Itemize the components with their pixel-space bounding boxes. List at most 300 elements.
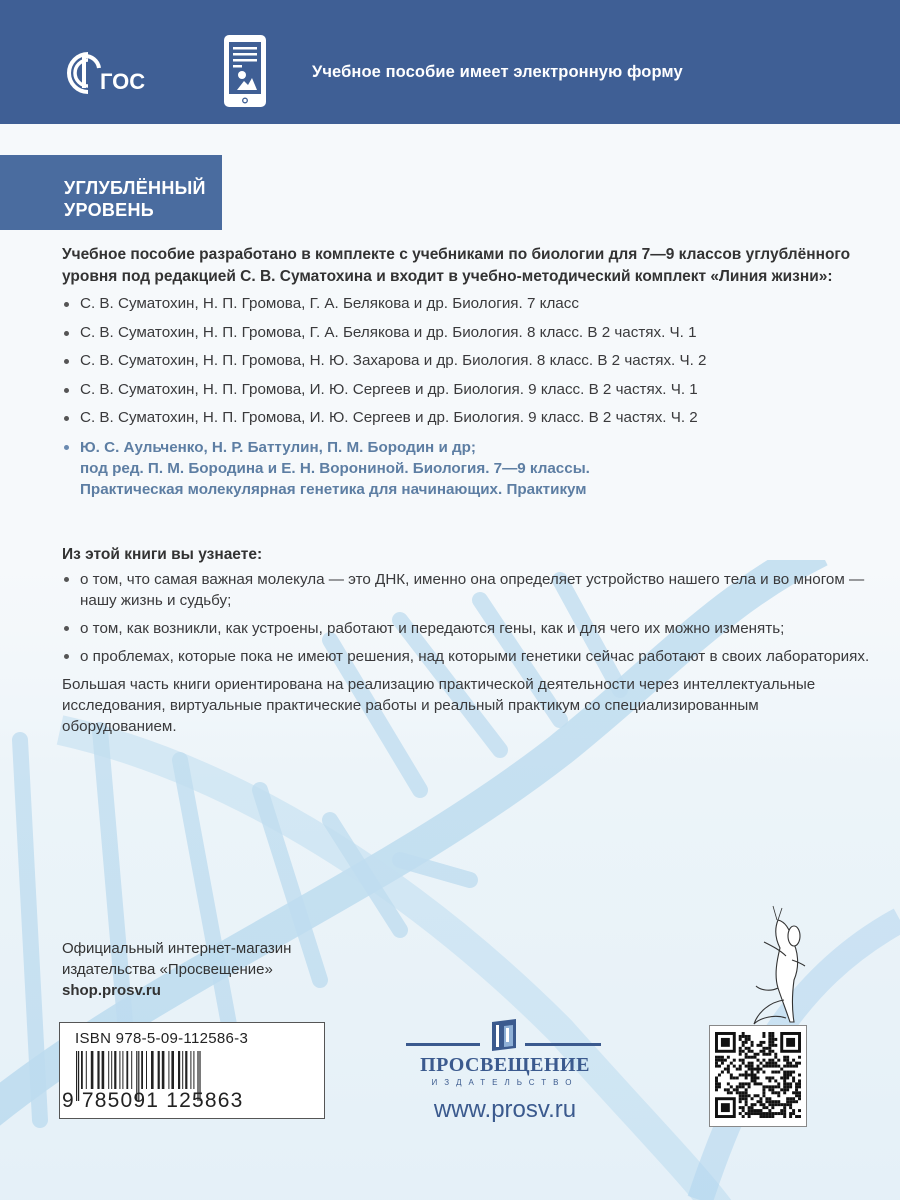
list-item: о проблемах, которые пока не имеют решения, над которыми генетики сейчас работают в своих лабораториях.	[62, 646, 882, 667]
qr-module	[751, 1062, 754, 1065]
qr-module	[739, 1053, 742, 1056]
qr-module	[777, 1059, 780, 1062]
qr-module	[783, 1112, 786, 1115]
qr-module	[765, 1085, 768, 1088]
qr-module	[783, 1079, 786, 1082]
qr-module	[771, 1032, 774, 1035]
qr-module	[768, 1059, 771, 1062]
qr-module	[795, 1085, 798, 1088]
qr-module	[754, 1112, 757, 1115]
qr-module	[780, 1088, 783, 1091]
barcode-bar	[171, 1051, 174, 1089]
barcode-bar	[102, 1051, 105, 1089]
qr-module	[762, 1071, 765, 1074]
barcode-bar	[168, 1051, 169, 1089]
qr-module	[742, 1041, 745, 1044]
qr-module	[768, 1035, 771, 1038]
qr-module	[721, 1062, 724, 1065]
qr-module	[786, 1062, 789, 1065]
barcode-bar	[158, 1051, 160, 1089]
qr-module	[748, 1106, 751, 1109]
qr-module	[736, 1068, 739, 1071]
list-item: С. В. Суматохин, Н. П. Громова, Г. А. Белякова и др. Биология. 8 класс. В 2 частях. Ч. 1	[62, 323, 882, 343]
qr-module	[774, 1100, 777, 1103]
qr-module	[745, 1074, 748, 1077]
qr-module	[798, 1091, 801, 1094]
qr-module	[715, 1082, 718, 1085]
qr-module	[733, 1059, 736, 1062]
publisher-name: ПРОСВЕЩЕНИЕ	[420, 1054, 590, 1076]
barcode-bar	[126, 1051, 128, 1089]
qr-module	[786, 1059, 789, 1062]
qr-module	[718, 1065, 721, 1068]
qr-module	[751, 1041, 754, 1044]
barcode-bar	[86, 1051, 87, 1089]
qr-module	[742, 1044, 745, 1047]
qr-module	[798, 1082, 801, 1085]
qr-module	[724, 1059, 727, 1062]
qr-module	[718, 1085, 721, 1088]
qr-module	[718, 1074, 721, 1077]
qr-module	[751, 1044, 754, 1047]
fgos-logo-icon	[58, 48, 168, 98]
qr-module	[786, 1065, 789, 1068]
qr-module	[748, 1112, 751, 1115]
qr-module	[765, 1100, 768, 1103]
qr-module	[774, 1079, 777, 1082]
dancing-mouse-illustration	[750, 900, 810, 1030]
qr-module	[742, 1035, 745, 1038]
tablet-icon	[222, 33, 268, 109]
level-badge-text	[64, 177, 206, 221]
qr-module	[727, 1068, 730, 1071]
qr-finder-pattern	[786, 1038, 795, 1047]
intro-paragraph: Учебное пособие разработано в комплекте с учебниками по биологии для 7—9 классов углублённого уровня под редакцией С. В. Суматохина и входит в учебно-методический комплект «Линия жизни»:	[62, 246, 851, 285]
qr-module	[730, 1076, 733, 1079]
list-item: С. В. Суматохин, Н. П. Громова, И. Ю. Сергеев и др. Биология. 9 класс. В 2 частях. Ч. 1	[62, 380, 882, 400]
qr-module	[786, 1085, 789, 1088]
qr-module	[798, 1109, 801, 1112]
shop-info	[62, 938, 291, 1001]
qr-module	[751, 1074, 754, 1077]
qr-module	[754, 1053, 757, 1056]
qr-module	[768, 1109, 771, 1112]
qr-module	[771, 1044, 774, 1047]
qr-module	[748, 1115, 751, 1118]
qr-module	[748, 1085, 751, 1088]
qr-module	[771, 1050, 774, 1053]
barcode-bar	[182, 1051, 183, 1089]
qr-module	[745, 1094, 748, 1097]
qr-module	[768, 1085, 771, 1088]
shop-url-link[interactable]: shop.prosv.ru	[62, 982, 161, 999]
qr-module	[762, 1112, 765, 1115]
qr-module	[771, 1115, 774, 1118]
qr-module	[754, 1074, 757, 1077]
qr-code[interactable]	[709, 1025, 807, 1127]
qr-module	[745, 1100, 748, 1103]
qr-module	[759, 1109, 762, 1112]
qr-module	[792, 1059, 795, 1062]
qr-module	[780, 1109, 783, 1112]
qr-module	[774, 1112, 777, 1115]
qr-module	[757, 1100, 760, 1103]
qr-module	[798, 1085, 801, 1088]
qr-module	[754, 1056, 757, 1059]
qr-module	[786, 1074, 789, 1077]
highlighted-book-line3: Практическая молекулярная генетика для начинающих. Практикум	[80, 480, 587, 498]
barcode-bar	[97, 1051, 99, 1089]
qr-module	[783, 1091, 786, 1094]
qr-module	[751, 1076, 754, 1079]
qr-module	[789, 1100, 792, 1103]
qr-module	[730, 1062, 733, 1065]
qr-module	[768, 1041, 771, 1044]
barcode-bar	[178, 1051, 180, 1089]
qr-module	[783, 1074, 786, 1077]
barcode-bar	[119, 1051, 120, 1089]
shop-line1: Официальный интернет-магазин	[62, 940, 292, 957]
qr-module	[783, 1085, 786, 1088]
qr-module	[718, 1056, 721, 1059]
qr-module	[771, 1088, 774, 1091]
qr-module	[795, 1094, 798, 1097]
list-item: о том, как возникли, как устроены, работают и передаются гены, как и для чего их можно изменять;	[62, 618, 882, 639]
qr-module	[789, 1103, 792, 1106]
qr-module	[795, 1115, 798, 1118]
qr-module	[780, 1103, 783, 1106]
qr-module	[759, 1068, 762, 1071]
qr-module	[768, 1050, 771, 1053]
qr-module	[748, 1035, 751, 1038]
qr-module	[739, 1038, 742, 1041]
qr-module	[771, 1065, 774, 1068]
qr-module	[783, 1059, 786, 1062]
qr-module	[759, 1115, 762, 1118]
qr-module	[733, 1065, 736, 1068]
list-item: о том, что самая важная молекула — это ДНК, именно она определяет устройство нашего тела и во многом — нашу жизнь и судьбу;	[62, 569, 882, 611]
qr-module	[739, 1065, 742, 1068]
qr-module	[786, 1088, 789, 1091]
barcode-bar	[111, 1051, 112, 1089]
qr-module	[798, 1079, 801, 1082]
isbn-label: ISBN 978-5-09-112586-3	[75, 1030, 249, 1047]
qr-module	[765, 1065, 768, 1068]
qr-module	[745, 1088, 748, 1091]
qr-module	[783, 1088, 786, 1091]
header-band	[0, 0, 900, 124]
qr-module	[739, 1074, 742, 1077]
summary-paragraph: Большая часть книги ориентирована на реализацию практической деятельности через интеллектуальные исследования, виртуальные практические работы и реальный практикум со специализированным оборудованием.	[62, 675, 816, 735]
qr-module	[768, 1062, 771, 1065]
qr-module	[745, 1103, 748, 1106]
qr-module	[786, 1076, 789, 1079]
qr-module	[751, 1097, 754, 1100]
qr-module	[774, 1038, 777, 1041]
qr-module	[742, 1094, 745, 1097]
qr-module	[765, 1115, 768, 1118]
qr-module	[798, 1115, 801, 1118]
qr-module	[721, 1059, 724, 1062]
qr-module	[771, 1041, 774, 1044]
qr-module	[745, 1091, 748, 1094]
qr-module	[745, 1038, 748, 1041]
qr-module	[715, 1079, 718, 1082]
qr-module	[762, 1059, 765, 1062]
qr-module	[748, 1050, 751, 1053]
qr-module	[718, 1059, 721, 1062]
qr-module	[765, 1047, 768, 1050]
qr-module	[757, 1044, 760, 1047]
level-badge-line2: УРОВЕНЬ	[64, 200, 155, 220]
qr-module	[754, 1068, 757, 1071]
qr-module	[774, 1065, 777, 1068]
qr-module	[739, 1050, 742, 1053]
qr-module	[780, 1112, 783, 1115]
qr-module	[795, 1062, 798, 1065]
qr-module	[792, 1071, 795, 1074]
qr-module	[759, 1062, 762, 1065]
qr-module	[768, 1044, 771, 1047]
qr-module	[762, 1094, 765, 1097]
qr-module	[742, 1074, 745, 1077]
qr-module	[789, 1062, 792, 1065]
qr-module	[748, 1038, 751, 1041]
qr-module	[798, 1094, 801, 1097]
electronic-form-note: Учебное пособие имеет электронную форму	[312, 63, 683, 81]
qr-module	[765, 1076, 768, 1079]
qr-module	[774, 1053, 777, 1056]
qr-module	[745, 1041, 748, 1044]
qr-module	[742, 1109, 745, 1112]
qr-module	[774, 1056, 777, 1059]
qr-module	[789, 1071, 792, 1074]
qr-module	[765, 1053, 768, 1056]
qr-module	[777, 1103, 780, 1106]
qr-module	[795, 1082, 798, 1085]
qr-module	[792, 1100, 795, 1103]
qr-module	[751, 1106, 754, 1109]
qr-module	[783, 1103, 786, 1106]
barcode-bar	[91, 1051, 94, 1089]
qr-module	[771, 1112, 774, 1115]
qr-module	[789, 1106, 792, 1109]
qr-module	[742, 1091, 745, 1094]
publisher-emblem-icon	[489, 1018, 519, 1052]
qr-module	[745, 1035, 748, 1038]
qr-module	[739, 1112, 742, 1115]
qr-module	[765, 1106, 768, 1109]
qr-module	[765, 1112, 768, 1115]
qr-module	[748, 1068, 751, 1071]
main-content	[62, 244, 882, 737]
qr-module	[783, 1071, 786, 1074]
qr-module	[736, 1091, 739, 1094]
qr-module	[759, 1097, 762, 1100]
qr-module	[715, 1062, 718, 1065]
qr-module	[733, 1076, 736, 1079]
qr-module	[748, 1074, 751, 1077]
qr-module	[789, 1082, 792, 1085]
qr-module	[759, 1100, 762, 1103]
barcode-bar	[108, 1051, 109, 1089]
qr-module	[777, 1094, 780, 1097]
qr-module	[739, 1106, 742, 1109]
qr-module	[771, 1062, 774, 1065]
qr-module	[742, 1050, 745, 1053]
barcode-bar	[81, 1051, 83, 1089]
qr-module	[798, 1097, 801, 1100]
qr-module	[762, 1047, 765, 1050]
qr-module	[768, 1115, 771, 1118]
qr-module	[748, 1047, 751, 1050]
qr-module	[762, 1103, 765, 1106]
qr-module	[798, 1062, 801, 1065]
qr-module	[751, 1071, 754, 1074]
qr-module	[786, 1100, 789, 1103]
qr-module	[792, 1097, 795, 1100]
qr-module	[748, 1094, 751, 1097]
qr-module	[798, 1074, 801, 1077]
qr-module	[739, 1059, 742, 1062]
qr-module	[727, 1071, 730, 1074]
qr-module	[745, 1065, 748, 1068]
level-badge	[0, 155, 222, 230]
qr-module	[751, 1079, 754, 1082]
qr-module	[771, 1085, 774, 1088]
qr-module	[777, 1065, 780, 1068]
shop-line2: издательства «Просвещение»	[62, 961, 273, 978]
qr-module	[786, 1071, 789, 1074]
qr-module	[789, 1097, 792, 1100]
qr-module	[727, 1088, 730, 1091]
qr-module	[783, 1106, 786, 1109]
qr-module	[748, 1056, 751, 1059]
qr-module	[783, 1082, 786, 1085]
qr-module	[774, 1085, 777, 1088]
list-item: С. В. Суматохин, Н. П. Громова, Н. Ю. Захарова и др. Биология. 8 класс. В 2 частях. Ч. 2	[62, 351, 882, 371]
qr-module	[748, 1082, 751, 1085]
qr-module	[757, 1094, 760, 1097]
qr-module	[742, 1082, 745, 1085]
qr-module	[751, 1056, 754, 1059]
qr-module	[757, 1082, 760, 1085]
qr-module	[757, 1112, 760, 1115]
qr-module	[742, 1062, 745, 1065]
qr-module	[742, 1115, 745, 1118]
barcode-bar	[151, 1051, 154, 1089]
barcode-bar	[162, 1051, 165, 1089]
qr-module	[762, 1032, 765, 1035]
qr-module	[715, 1085, 718, 1088]
qr-module	[739, 1085, 742, 1088]
level-badge-line1: УГЛУБЛЁННЫЙ	[64, 178, 206, 198]
highlighted-book-line2: под ред. П. М. Бородина и Е. Н. Ворониной. Биология. 7—9 классы.	[80, 459, 590, 477]
qr-module	[771, 1071, 774, 1074]
qr-module	[715, 1059, 718, 1062]
qr-module	[789, 1074, 792, 1077]
qr-module	[783, 1109, 786, 1112]
qr-module	[742, 1097, 745, 1100]
qr-module	[724, 1088, 727, 1091]
publisher-rule-left	[406, 1043, 480, 1046]
qr-module	[762, 1065, 765, 1068]
qr-module	[780, 1076, 783, 1079]
qr-module	[715, 1076, 718, 1079]
barcode-bar	[122, 1051, 123, 1089]
qr-module	[745, 1082, 748, 1085]
qr-module	[762, 1091, 765, 1094]
list-item: С. В. Суматохин, Н. П. Громова, И. Ю. Сергеев и др. Биология. 9 класс. В 2 частях. Ч. 2	[62, 408, 882, 428]
qr-module	[786, 1056, 789, 1059]
barcode-bar	[190, 1051, 191, 1089]
qr-module	[745, 1047, 748, 1050]
publisher-subtitle: ИЗДАТЕЛЬСТВО	[431, 1078, 579, 1087]
qr-module	[754, 1079, 757, 1082]
qr-module	[759, 1103, 762, 1106]
qr-module	[783, 1076, 786, 1079]
qr-module	[736, 1085, 739, 1088]
highlighted-book-item	[62, 437, 882, 500]
qr-module	[715, 1056, 718, 1059]
qr-module	[751, 1109, 754, 1112]
qr-module	[771, 1106, 774, 1109]
qr-module	[730, 1085, 733, 1088]
qr-module	[768, 1065, 771, 1068]
qr-module	[733, 1088, 736, 1091]
qr-module	[768, 1079, 771, 1082]
list-item: С. В. Суматохин, Н. П. Громова, Г. А. Белякова и др. Биология. 7 класс	[62, 294, 882, 314]
learn-section-title: Из этой книги вы узнаете:	[62, 545, 263, 563]
qr-module	[745, 1076, 748, 1079]
qr-module	[774, 1091, 777, 1094]
qr-module	[768, 1053, 771, 1056]
qr-module	[727, 1082, 730, 1085]
qr-module	[795, 1091, 798, 1094]
qr-module	[742, 1106, 745, 1109]
qr-module	[789, 1112, 792, 1115]
qr-module	[771, 1035, 774, 1038]
qr-module	[762, 1106, 765, 1109]
qr-module	[789, 1115, 792, 1118]
qr-module	[774, 1071, 777, 1074]
qr-module	[795, 1088, 798, 1091]
qr-module	[765, 1062, 768, 1065]
qr-module	[783, 1115, 786, 1118]
qr-module	[730, 1091, 733, 1094]
fgos-logo-text: ГОС	[100, 69, 146, 94]
qr-module	[739, 1068, 742, 1071]
qr-module	[751, 1050, 754, 1053]
qr-code-pattern	[715, 1032, 801, 1118]
highlighted-book-line1: Ю. С. Аульченко, Н. Р. Баттулин, П. М. Бородин и др;	[80, 438, 476, 456]
qr-module	[754, 1076, 757, 1079]
qr-module	[739, 1035, 742, 1038]
barcode-bar	[193, 1051, 194, 1089]
qr-module	[762, 1050, 765, 1053]
qr-module	[774, 1062, 777, 1065]
qr-module	[751, 1065, 754, 1068]
qr-module	[715, 1088, 718, 1091]
qr-finder-pattern	[721, 1103, 730, 1112]
qr-module	[768, 1097, 771, 1100]
qr-module	[771, 1076, 774, 1079]
publisher-url-link[interactable]: www.prosv.ru	[433, 1096, 577, 1123]
qr-module	[759, 1112, 762, 1115]
qr-module	[745, 1112, 748, 1115]
textbook-list	[62, 294, 882, 500]
qr-module	[754, 1082, 757, 1085]
